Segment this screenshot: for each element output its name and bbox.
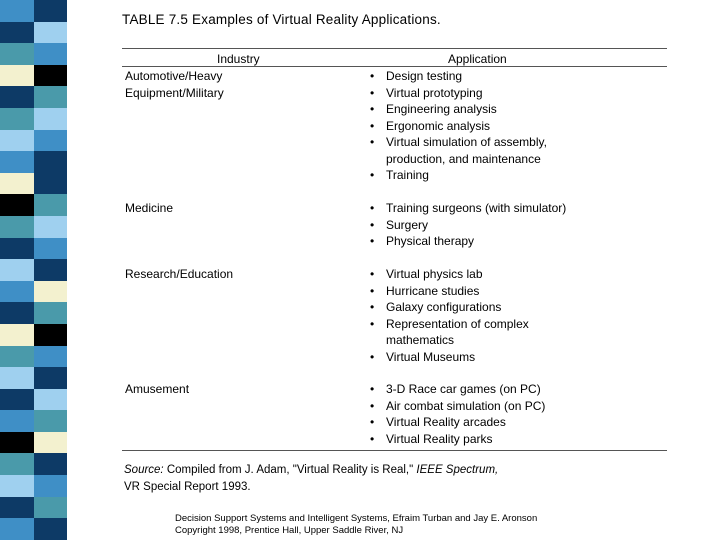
table-bottom-rule	[122, 450, 667, 451]
list-item: • Virtual prototyping	[370, 85, 483, 100]
slide-footer	[175, 513, 537, 537]
bullet-icon: •	[370, 201, 375, 215]
table-title: TABLE 7.5 Examples of Virtual Reality Applications.	[122, 12, 441, 27]
list-item: • Virtual Reality parks	[370, 431, 493, 446]
bullet-icon: •	[370, 217, 375, 232]
bullet-icon: •	[370, 431, 375, 446]
footer-line1: Decision Support Systems and Intelligent Systems, Efraim Turban and Jay E. Aronson	[175, 513, 538, 524]
bullet-icon: •	[370, 118, 375, 133]
list-item: • Virtual Reality arcades	[370, 415, 506, 429]
industry-cell: Research/Education	[125, 267, 234, 281]
source-text: Compiled from J. Adam, "Virtual Reality is Real,"	[166, 464, 414, 476]
application-list	[365, 266, 665, 365]
bullet-icon: •	[370, 382, 375, 396]
table-top-rule	[122, 48, 667, 49]
decorative-stripe	[0, 0, 67, 540]
list-item: • Ergonomic analysis	[370, 118, 491, 133]
source-line2: VR Special Report 1993.	[124, 481, 251, 493]
list-item: • Physical therapy	[370, 234, 475, 248]
list-item: • Training	[370, 168, 429, 182]
source-note	[124, 462, 498, 496]
list-item: • Training surgeons (with simulator)	[370, 201, 567, 215]
list-item: • Surgery	[370, 217, 429, 232]
industry-cell: Amusement	[125, 382, 190, 396]
list-item: • Galaxy configurations	[370, 300, 502, 314]
source-journal: IEEE Spectrum,	[416, 464, 499, 476]
bullet-icon: •	[370, 168, 375, 182]
bullet-icon: •	[370, 234, 375, 248]
slide-content	[67, 0, 720, 540]
list-item: • Virtual Museums	[370, 349, 476, 364]
industry-cell: Automotive/Heavy Equipment/Military	[125, 69, 224, 100]
bullet-icon: •	[370, 398, 375, 413]
bullet-icon: •	[370, 316, 375, 331]
industry-cell: Medicine	[125, 201, 174, 215]
bullet-icon: •	[370, 102, 375, 116]
list-item: • Representation of complex mathematics	[370, 316, 529, 347]
list-item: • Virtual simulation of assembly, production, and maintenance	[370, 135, 547, 166]
bullet-icon: •	[370, 283, 375, 298]
application-list	[365, 68, 665, 184]
application-list	[365, 381, 665, 447]
header-rule	[122, 66, 667, 67]
bullet-icon: •	[370, 267, 375, 281]
list-item: • Virtual physics lab	[370, 267, 483, 281]
source-label: Source:	[124, 464, 164, 476]
list-item: • Hurricane studies	[370, 283, 480, 298]
bullet-icon: •	[370, 415, 375, 429]
column-header-application: Application	[448, 52, 507, 66]
bullet-icon: •	[370, 85, 375, 100]
application-list	[365, 200, 665, 250]
bullet-icon: •	[370, 300, 375, 314]
column-header-industry: Industry	[217, 52, 260, 66]
footer-line2: Copyright 1998, Prentice Hall, Upper Saddle River, NJ	[175, 525, 404, 536]
bullet-icon: •	[370, 349, 375, 364]
list-item: • Air combat simulation (on PC)	[370, 398, 546, 413]
list-item: • Engineering analysis	[370, 102, 497, 116]
list-item: • 3-D Race car games (on PC)	[370, 382, 541, 396]
bullet-icon: •	[370, 135, 375, 149]
bullet-icon: •	[370, 69, 375, 83]
list-item: • Design testing	[370, 69, 463, 83]
